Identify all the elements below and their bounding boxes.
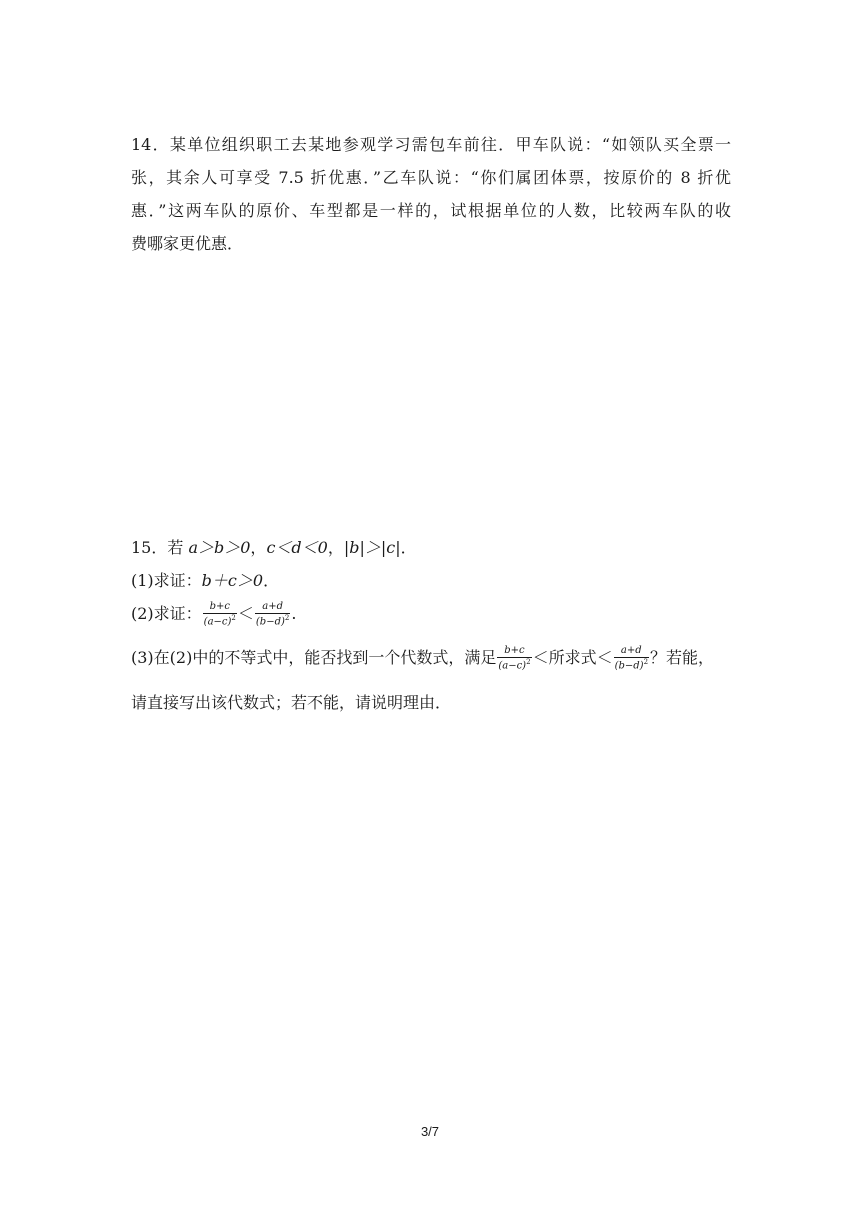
q15-part-3-line-1: [131, 646, 731, 670]
denominator-exponent: 2: [284, 614, 290, 622]
fraction-denominator: [614, 658, 649, 671]
q15-stem: [131, 536, 417, 560]
q15-part-1: [131, 569, 279, 593]
page-number: 3/7: [420, 1124, 440, 1139]
q15-part-1-prefix: (1)求证：: [131, 571, 202, 590]
q15-part-3-fraction-right: [614, 646, 649, 671]
q15-stem-suffix: ．: [400, 538, 417, 557]
denominator-exponent: 2: [231, 614, 236, 622]
q15-part-3-line-2: 请直接写出该代数式；若不能，请说明理由．: [131, 693, 452, 712]
q15-condition-3: |b|＞|c|: [343, 538, 401, 557]
q15-part-2-fraction-right: [255, 602, 290, 627]
fraction-denominator: [497, 658, 531, 671]
q15-part-1-suffix: ．: [263, 571, 280, 590]
q14-line-4: 费哪家更优惠．: [131, 234, 244, 253]
q15-stem-prefix: 15．若: [131, 538, 189, 557]
q14-line-2: 张，其余人可享受 7.5 折优惠．”乙车队说：“你们属团体票，按原价的 8 折优: [131, 168, 731, 187]
fraction-numerator: a+d: [614, 646, 649, 658]
q15-condition-2: c＜d＜0: [266, 538, 328, 557]
q15-part-3-suffix: ？若能，: [650, 648, 715, 668]
fraction-numerator: b+c: [203, 602, 237, 614]
fraction-numerator: a+d: [255, 602, 290, 614]
fraction-denominator: [255, 614, 290, 627]
q15-sep-1: ，: [250, 538, 267, 557]
q15-part-3-prefix: (3)在(2)中的不等式中，能否找到一个代数式，满足: [131, 648, 497, 668]
q15-part-1-expr: b＋c＞0: [201, 571, 264, 590]
q15-part-2-prefix: (2)求证：: [131, 604, 202, 624]
q15-part-2: [131, 602, 296, 626]
q14-line-3: 惠．”这两车队的原价、车型都是一样的，试根据单位的人数，比较两车队的收: [131, 201, 731, 220]
denominator-exponent: 2: [643, 658, 649, 666]
fraction-numerator: b+c: [497, 646, 531, 658]
q15-condition-1: a＞b＞0: [188, 538, 251, 557]
denominator-base: (b−d): [255, 616, 285, 628]
denominator-base: (a−c): [498, 660, 527, 672]
q15-part-2-fraction-left: [203, 602, 237, 627]
denominator-base: (b−d): [614, 660, 644, 672]
q15-part-3-middle: ＜所求式＜: [532, 648, 613, 668]
denominator-base: (a−c): [203, 616, 232, 628]
fraction-denominator: [203, 614, 237, 627]
q15-part-2-lt: ＜: [237, 604, 254, 624]
q15-part-2-suffix: .: [291, 604, 297, 624]
denominator-exponent: 2: [526, 658, 531, 666]
q14-line-1: 14．某单位组织职工去某地参观学习需包车前往．甲车队说：“如领队买全票一: [131, 135, 731, 154]
q15-part-3-fraction-left: [497, 646, 531, 671]
q15-sep-2: ，: [327, 538, 344, 557]
